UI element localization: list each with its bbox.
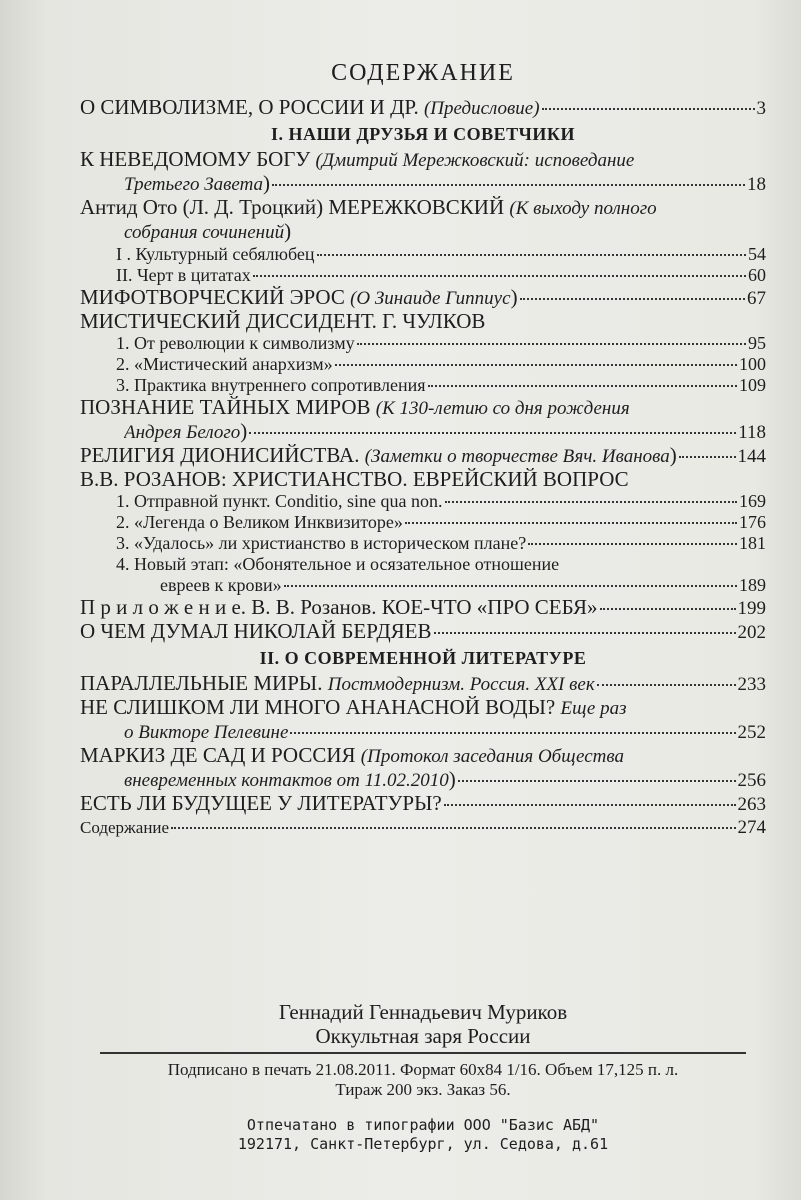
entry-note: (К 130-летию со дня рождения xyxy=(375,398,630,419)
toc-entry-row xyxy=(124,172,766,196)
entry-note-continued: Андрея Белого xyxy=(124,422,241,443)
page-number: 202 xyxy=(737,622,766,643)
entry-note: (К выходу полного xyxy=(509,198,657,219)
dot-leader xyxy=(445,501,737,503)
dot-leader xyxy=(600,608,736,610)
entry-first-line xyxy=(80,196,766,220)
entry-note: (Протокол заседания Общества xyxy=(360,746,624,767)
entry-title xyxy=(80,286,518,310)
dot-leader xyxy=(405,522,737,524)
toc-entry-row xyxy=(80,620,766,644)
entry-title xyxy=(124,172,270,196)
page-number: 199 xyxy=(737,598,766,619)
dot-leader xyxy=(520,298,745,300)
subentry-title: II. Черт в цитатах xyxy=(116,265,251,285)
entry-note-tail: ) xyxy=(240,420,248,443)
toc-subentry xyxy=(80,265,766,286)
toc-subentry xyxy=(80,554,766,596)
page-number: 181 xyxy=(739,533,766,553)
toc-list xyxy=(80,96,766,839)
toc-subentry-row xyxy=(116,244,766,265)
toc-subentry-row xyxy=(116,333,766,354)
entry-continuation xyxy=(80,220,766,244)
page-number: 189 xyxy=(739,575,766,595)
toc-entry-row xyxy=(80,596,766,620)
subentry-title-continued: евреев к крови» xyxy=(160,575,282,595)
page-number: 176 xyxy=(739,512,766,532)
imprint-block xyxy=(80,1000,766,1154)
entry-first-line xyxy=(80,148,766,172)
entry-title xyxy=(116,512,403,533)
book-title: Оккультная заря России xyxy=(315,1024,531,1048)
toc-subentry xyxy=(80,533,766,554)
entry-title xyxy=(116,333,355,354)
dot-leader xyxy=(434,632,736,634)
entry-title-text: ПОЗНАНИЕ ТАЙНЫХ МИРОВ xyxy=(80,395,376,419)
dot-leader xyxy=(253,275,746,277)
entry-title-text: РЕЛИГИЯ ДИОНИСИЙСТВА. xyxy=(80,444,365,467)
toc-entry xyxy=(80,672,766,696)
print-run-line: Тираж 200 экз. Заказ 56. xyxy=(335,1080,511,1099)
page-number: 252 xyxy=(737,722,766,743)
page-number: 169 xyxy=(739,491,766,511)
entry-title xyxy=(80,792,442,815)
subentry-title: I . Культурный себялюбец xyxy=(116,244,315,264)
page-number: 67 xyxy=(747,288,766,309)
toc-subentry xyxy=(80,354,766,375)
entry-first-line xyxy=(80,696,766,720)
entry-continuation xyxy=(80,768,766,792)
entry-note: (О Зинаиде Гиппиус xyxy=(350,288,511,309)
entry-title xyxy=(124,420,247,444)
author-name: Геннадий Геннадьевич Муриков xyxy=(278,1000,568,1024)
entry-note: (Дмитрий Мережковский: исповедание xyxy=(315,150,635,171)
toc-entry-row xyxy=(124,768,766,792)
toc-entry xyxy=(80,148,766,196)
entry-note-continued: о Викторе Пелевине xyxy=(124,722,289,743)
subentry-title: 1. От революции к символизму xyxy=(116,333,355,353)
toc-subentry xyxy=(80,512,766,533)
entry-title-text: К НЕВЕДОМОМУ БОГУ xyxy=(80,147,316,171)
entry-note: Еще раз xyxy=(560,698,627,719)
toc-heading: СОДЕРЖАНИЕ xyxy=(331,60,515,86)
toc-subentry-row xyxy=(116,375,766,396)
entry-title xyxy=(80,620,432,643)
entry-title-text: П р и л о ж е н и е. В. В. Розанов. КОЕ-ЧТО «ПРО СЕБЯ» xyxy=(80,596,598,619)
entry-title-text: Содержание xyxy=(80,818,170,837)
entry-note-continued: Третьего Завета xyxy=(124,174,264,195)
entry-title-text: ПАРАЛЛЕЛЬНЫЕ МИРЫ. xyxy=(80,672,328,695)
entry-title-text: В.В. РОЗАНОВ: ХРИСТИАНСТВО. ЕВРЕЙСКИЙ ВОПРОС xyxy=(80,467,629,491)
page-number: 144 xyxy=(737,446,766,467)
toc-subentry xyxy=(80,244,766,265)
dot-leader xyxy=(679,456,736,458)
toc-entry-row xyxy=(80,96,766,120)
toc-entry xyxy=(80,696,766,744)
table-of-contents xyxy=(80,58,766,839)
dot-leader xyxy=(458,780,736,782)
entry-title xyxy=(80,816,169,839)
entry-note-continued: вневременных контактов от 11.02.2010 xyxy=(124,770,449,791)
toc-subentry-row xyxy=(116,491,766,512)
entry-title-text: ЕСТЬ ЛИ БУДУЩЕЕ У ЛИТЕРАТУРЫ? xyxy=(80,792,442,815)
dot-leader xyxy=(542,108,755,110)
entry-title xyxy=(80,672,595,696)
entry-title-text: МИФОТВОРЧЕСКИЙ ЭРОС xyxy=(80,286,351,309)
entry-note-tail: ) xyxy=(284,219,292,243)
toc-subentry-row xyxy=(116,533,766,554)
dot-leader xyxy=(272,184,745,186)
dot-leader xyxy=(597,684,736,686)
entry-note-tail: ) xyxy=(448,768,456,791)
toc-entry xyxy=(80,792,766,816)
page-number: 95 xyxy=(748,333,766,353)
print-info-line: Подписано в печать 21.08.2011. Формат 60х84 1/16. Объем 17,125 п. л. xyxy=(167,1060,679,1079)
toc-entry xyxy=(80,444,766,468)
page-number: 54 xyxy=(748,244,766,264)
entry-title-text: МИСТИЧЕСКИЙ ДИССИДЕНТ. Г. ЧУЛКОВ xyxy=(80,309,486,333)
entry-title xyxy=(116,354,333,375)
toc-entry xyxy=(80,596,766,620)
entry-note: (Предисловие) xyxy=(423,98,540,119)
toc-entry-row xyxy=(80,816,766,839)
entry-title-text: Антид Ото (Л. Д. Троцкий) МЕРЕЖКОВСКИЙ xyxy=(80,195,510,219)
entry-note-continued: собрания сочинений xyxy=(124,222,285,243)
dot-leader xyxy=(284,585,737,587)
page-number: 118 xyxy=(738,422,766,443)
subentry-title: 3. «Удалось» ли христианство в историческом плане? xyxy=(116,533,527,553)
entry-title xyxy=(160,575,282,596)
dot-leader xyxy=(317,254,746,256)
entry-continuation xyxy=(80,420,766,444)
toc-subentry xyxy=(80,333,766,354)
toc-entry xyxy=(80,744,766,792)
entry-note-tail: ) xyxy=(263,172,271,195)
page-number: 100 xyxy=(739,354,766,374)
dot-leader xyxy=(335,364,737,366)
entry-first-line xyxy=(80,396,766,420)
entry-title-text: О СИМВОЛИЗМЕ, О РОССИИ И ДР. xyxy=(80,96,424,119)
entry-title xyxy=(80,96,540,120)
toc-subentry xyxy=(80,491,766,512)
toc-entry-row xyxy=(124,420,766,444)
toc-entry xyxy=(80,396,766,444)
page-number: 60 xyxy=(748,265,766,285)
subentry-title: 4. Новый этап: «Обонятельное и осязательное отношение xyxy=(116,554,560,574)
subentry-title: 2. «Мистический анархизм» xyxy=(116,354,333,374)
toc-entry-row xyxy=(80,444,766,468)
entry-first-line xyxy=(80,744,766,768)
toc-subentry-row xyxy=(116,354,766,375)
page-number: 256 xyxy=(737,770,766,791)
toc-entry xyxy=(80,196,766,286)
entry-continuation xyxy=(80,172,766,196)
printer-address-line: 192171, Санкт-Петербург, ул. Седова, д.61 xyxy=(237,1135,609,1153)
entry-note-tail: ) xyxy=(669,444,677,467)
subentry-title: 3. Практика внутреннего сопротивления xyxy=(116,375,426,395)
subentry-continuation xyxy=(116,575,766,596)
page-number: 3 xyxy=(756,98,766,119)
toc-entry xyxy=(80,468,766,596)
toc-entry-row xyxy=(80,286,766,310)
printer-name-line: Отпечатано в типографии ООО "Базис АБД" xyxy=(246,1116,600,1134)
imprint-divider xyxy=(100,1052,746,1054)
entry-title xyxy=(124,720,288,744)
toc-subentry-row xyxy=(116,512,766,533)
dot-leader xyxy=(444,804,736,806)
dot-leader xyxy=(171,827,735,829)
toc-entry xyxy=(80,816,766,839)
toc-entry xyxy=(80,310,766,396)
page-number: 233 xyxy=(737,674,766,695)
dot-leader xyxy=(428,385,737,387)
page-number: 274 xyxy=(737,817,766,838)
entry-title-text: МАРКИЗ ДЕ САД И РОССИЯ xyxy=(80,743,361,767)
entry-title xyxy=(80,444,677,468)
entry-note: Постмодернизм. Россия. XXI век xyxy=(327,674,595,695)
toc-entry xyxy=(80,96,766,120)
dot-leader xyxy=(528,543,737,545)
section-heading: II. О СОВРЕМЕННОЙ ЛИТЕРАТУРЕ xyxy=(259,648,587,668)
page-number: 263 xyxy=(737,794,766,815)
printer-info xyxy=(80,1116,766,1154)
toc-entry xyxy=(80,286,766,310)
dot-leader xyxy=(357,343,746,345)
dot-leader xyxy=(290,732,735,734)
dot-leader xyxy=(249,432,736,434)
entry-title xyxy=(116,265,251,286)
page-number: 109 xyxy=(739,375,766,395)
page-number: 18 xyxy=(747,174,766,195)
entry-note: (Заметки о творчестве Вяч. Иванова xyxy=(364,446,670,467)
toc-subentry xyxy=(80,375,766,396)
entry-title xyxy=(116,244,315,265)
entry-title xyxy=(116,375,426,396)
entry-title xyxy=(116,533,526,554)
toc-subentry-row xyxy=(116,265,766,286)
entry-title xyxy=(116,491,443,512)
section-heading: I. НАШИ ДРУЗЬЯ И СОВЕТЧИКИ xyxy=(271,124,575,144)
entry-title xyxy=(80,596,598,619)
entry-title-text: О ЧЕМ ДУМАЛ НИКОЛАЙ БЕРДЯЕВ xyxy=(80,620,432,643)
subentry-title: 1. Отправной пункт. Conditio, sine qua non. xyxy=(116,491,443,511)
toc-entry xyxy=(80,620,766,644)
toc-entry-row xyxy=(124,720,766,744)
entry-note-tail: ) xyxy=(510,286,518,309)
toc-entry-row xyxy=(80,672,766,696)
entry-title xyxy=(124,768,456,792)
entry-continuation xyxy=(80,720,766,744)
subentry-title: 2. «Легенда о Великом Инквизиторе» xyxy=(116,512,403,532)
toc-subentry-row xyxy=(160,575,766,596)
toc-entry-row xyxy=(80,792,766,816)
entry-title-text: НЕ СЛИШКОМ ЛИ МНОГО АНАНАСНОЙ ВОДЫ? xyxy=(80,695,561,719)
